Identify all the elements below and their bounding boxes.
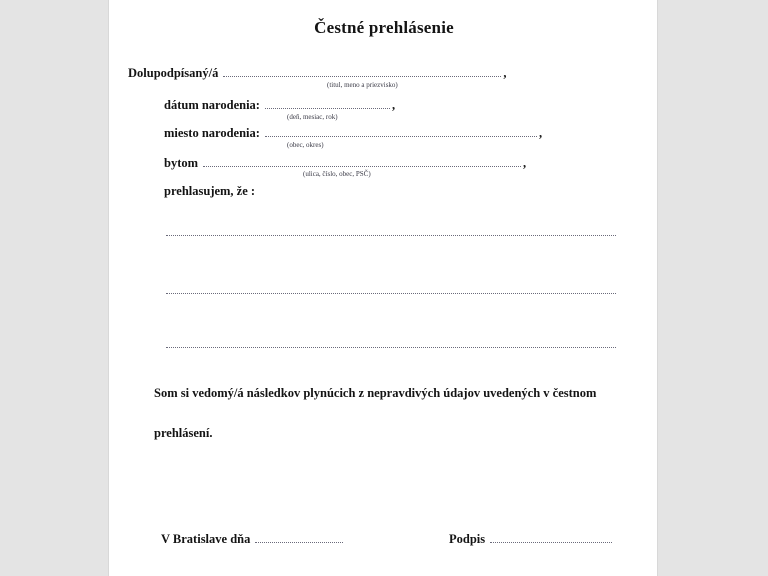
signature-row	[449, 530, 614, 547]
declaration-blank-line-2[interactable]	[166, 293, 616, 294]
field-hint-place-of-birth: (obec, okres)	[287, 141, 324, 149]
field-hint-address: (ulica, číslo, obec, PSČ)	[303, 170, 371, 178]
field-row-address	[164, 154, 526, 171]
field-hint-date-of-birth: (deň, mesiac, rok)	[287, 113, 338, 121]
signature-label: Podpis	[449, 531, 486, 546]
page-title: Čestné prehlásenie	[314, 18, 454, 37]
field-trailing-name: ,	[503, 65, 507, 80]
field-row-place-of-birth	[164, 124, 542, 141]
declaration-blank-line-1[interactable]	[166, 235, 616, 236]
field-label-date-of-birth: dátum narodenia:	[164, 97, 260, 112]
declaration-blank-line-3[interactable]	[166, 347, 616, 348]
place-date-input[interactable]	[255, 530, 343, 543]
field-label-name: Dolupodpísaný/á	[128, 65, 219, 80]
field-row-date-of-birth	[164, 96, 395, 113]
declaration-lead-in: prehlasujem, že :	[164, 184, 256, 198]
document-page	[108, 0, 658, 576]
field-input-address[interactable]	[203, 154, 521, 167]
place-date-label: V Bratislave dňa	[161, 531, 251, 546]
field-trailing-place-of-birth: ,	[538, 125, 543, 140]
field-input-name[interactable]	[223, 64, 501, 77]
field-hint-name: (titul, meno a priezvisko)	[327, 81, 398, 89]
field-trailing-date-of-birth: ,	[391, 97, 396, 112]
field-label-address: bytom	[164, 155, 199, 170]
place-date-row	[161, 530, 345, 547]
field-row-name	[128, 64, 506, 81]
signature-input[interactable]	[490, 530, 612, 543]
field-input-date-of-birth[interactable]	[265, 96, 390, 109]
field-label-place-of-birth: miesto narodenia:	[164, 125, 260, 140]
awareness-statement: Som si vedomý/á následkov plynúcich z nepravdivých údajov uvedených v čestnom prehlásení.	[154, 386, 597, 440]
field-input-place-of-birth[interactable]	[265, 124, 537, 137]
field-trailing-address: ,	[523, 155, 527, 170]
declaration-lead-in-row	[164, 184, 255, 199]
